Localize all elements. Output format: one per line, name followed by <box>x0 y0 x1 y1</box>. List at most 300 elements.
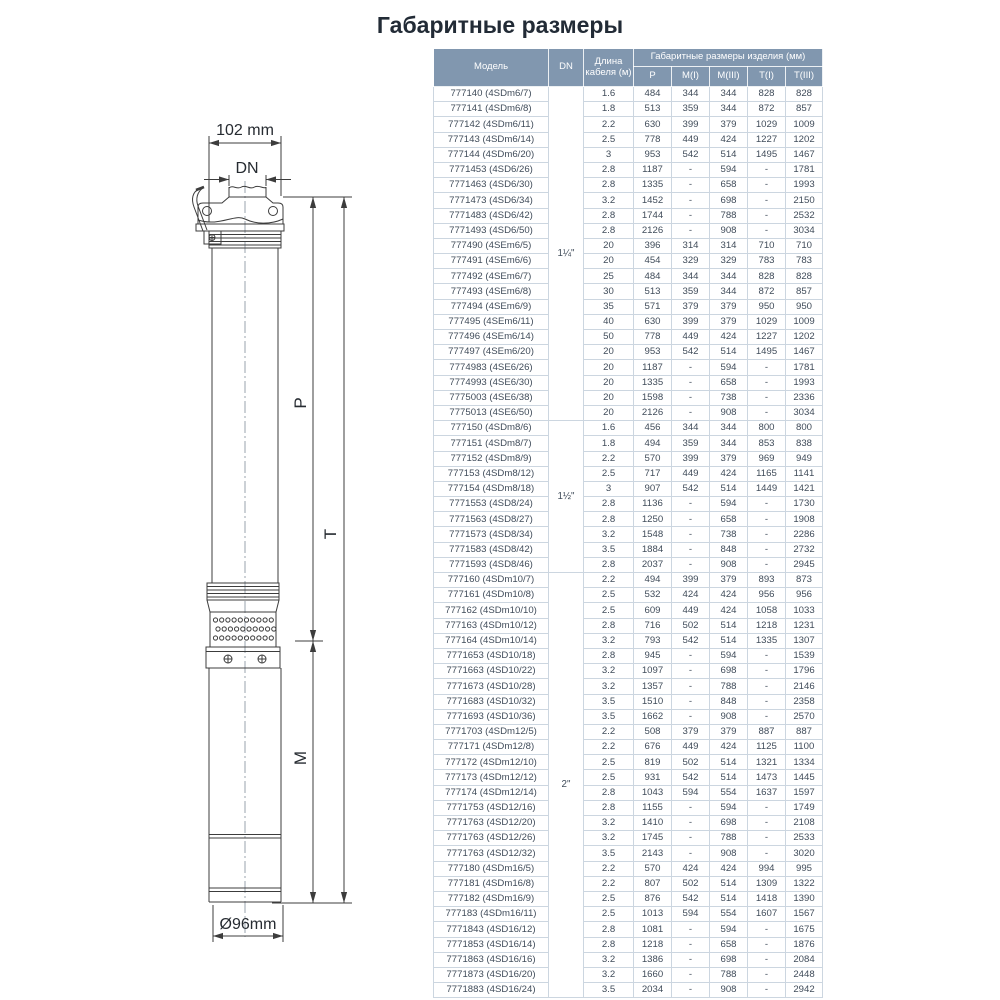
value-cell: 594 <box>710 360 748 375</box>
model-cell: 7771663 (4SD10/22) <box>434 664 549 679</box>
model-cell: 7771483 (4SD6/42) <box>434 208 549 223</box>
value-cell: 969 <box>748 451 786 466</box>
value-cell: 542 <box>672 770 710 785</box>
value-cell: 1452 <box>634 193 672 208</box>
table-row <box>434 876 823 891</box>
table-row <box>434 755 823 770</box>
value-cell: 2.5 <box>584 588 634 603</box>
value-cell: - <box>672 223 710 238</box>
strainer-hole <box>244 618 248 622</box>
model-cell: 7771853 (4SD16/14) <box>434 937 549 952</box>
value-cell: 698 <box>710 816 748 831</box>
table-row <box>434 436 823 451</box>
value-cell: 1993 <box>786 178 823 193</box>
value-cell: 514 <box>710 633 748 648</box>
value-cell: 3.2 <box>584 967 634 982</box>
value-cell: 20 <box>584 405 634 420</box>
model-cell: 7771593 (4SD8/46) <box>434 557 549 572</box>
table-row <box>434 664 823 679</box>
table-row <box>434 633 823 648</box>
value-cell: - <box>672 709 710 724</box>
value-cell: 908 <box>710 557 748 572</box>
value-cell: 2.8 <box>584 497 634 512</box>
value-cell: 3.5 <box>584 709 634 724</box>
value-cell: 1043 <box>634 785 672 800</box>
model-cell: 777172 (4SDm12/10) <box>434 755 549 770</box>
value-cell: 1227 <box>748 132 786 147</box>
value-cell: - <box>672 527 710 542</box>
model-cell: 777494 (4SEm6/9) <box>434 299 549 314</box>
col-header-m3: M(III) <box>710 67 748 87</box>
table-row <box>434 254 823 269</box>
value-cell: 424 <box>710 861 748 876</box>
value-cell: - <box>748 162 786 177</box>
value-cell: 1187 <box>634 360 672 375</box>
value-cell: - <box>748 497 786 512</box>
strainer-hole <box>257 618 261 622</box>
value-cell: 424 <box>710 466 748 481</box>
value-cell: 908 <box>710 223 748 238</box>
value-cell: 2.8 <box>584 618 634 633</box>
value-cell: 379 <box>710 299 748 314</box>
value-cell: 658 <box>710 937 748 952</box>
table-row <box>434 481 823 496</box>
value-cell: 3.2 <box>584 664 634 679</box>
value-cell: 738 <box>710 390 748 405</box>
strainer-holes <box>213 618 276 640</box>
table-row <box>434 162 823 177</box>
value-cell: 658 <box>710 512 748 527</box>
value-cell: 738 <box>710 527 748 542</box>
value-cell: 1227 <box>748 330 786 345</box>
model-cell: 777493 (4SEm6/8) <box>434 284 549 299</box>
model-cell: 777173 (4SDm12/12) <box>434 770 549 785</box>
value-cell: 1125 <box>748 740 786 755</box>
table-row <box>434 87 823 102</box>
value-cell: 40 <box>584 314 634 329</box>
value-cell: 1322 <box>786 876 823 891</box>
value-cell: 3.2 <box>584 952 634 967</box>
value-cell: 1307 <box>786 633 823 648</box>
value-cell: 424 <box>672 861 710 876</box>
value-cell: 1009 <box>786 117 823 132</box>
model-cell: 777180 (4SDm16/5) <box>434 861 549 876</box>
value-cell: 344 <box>710 421 748 436</box>
value-cell: - <box>672 983 710 998</box>
value-cell: 3.5 <box>584 846 634 861</box>
value-cell: - <box>748 694 786 709</box>
value-cell: 399 <box>672 573 710 588</box>
strainer-hole <box>247 627 251 631</box>
value-cell: 1250 <box>634 512 672 527</box>
table-row <box>434 345 823 360</box>
model-cell: 7771883 (4SD16/24) <box>434 983 549 998</box>
value-cell: 908 <box>710 983 748 998</box>
value-cell: 1141 <box>786 466 823 481</box>
value-cell: - <box>748 967 786 982</box>
table-row <box>434 891 823 906</box>
dim-diameter-label: Ø96mm <box>219 916 277 933</box>
value-cell: 857 <box>786 102 823 117</box>
value-cell: 3.2 <box>584 831 634 846</box>
table-row <box>434 816 823 831</box>
value-cell: 20 <box>584 390 634 405</box>
value-cell: 1445 <box>786 770 823 785</box>
value-cell: 2.8 <box>584 937 634 952</box>
value-cell: 3.2 <box>584 527 634 542</box>
model-cell: 7771763 (4SD12/32) <box>434 846 549 861</box>
table-row <box>434 679 823 694</box>
value-cell: 2532 <box>786 208 823 223</box>
value-cell: 887 <box>786 724 823 739</box>
value-cell: 1993 <box>786 375 823 390</box>
value-cell: 2108 <box>786 816 823 831</box>
value-cell: - <box>748 223 786 238</box>
value-cell: 3.2 <box>584 633 634 648</box>
value-cell: 1637 <box>748 785 786 800</box>
value-cell: 1495 <box>748 345 786 360</box>
value-cell: 449 <box>672 740 710 755</box>
value-cell: 379 <box>710 451 748 466</box>
value-cell: 945 <box>634 648 672 663</box>
value-cell: 1675 <box>786 922 823 937</box>
value-cell: 1662 <box>634 709 672 724</box>
value-cell: 949 <box>786 451 823 466</box>
value-cell: - <box>672 512 710 527</box>
value-cell: 3 <box>584 147 634 162</box>
value-cell: - <box>672 542 710 557</box>
strainer-hole <box>213 636 217 640</box>
value-cell: 828 <box>786 269 823 284</box>
value-cell: 1473 <box>748 770 786 785</box>
value-cell: 494 <box>634 436 672 451</box>
value-cell: 1335 <box>748 633 786 648</box>
value-cell: 513 <box>634 284 672 299</box>
value-cell: 1908 <box>786 512 823 527</box>
value-cell: - <box>672 664 710 679</box>
value-cell: 950 <box>786 299 823 314</box>
strainer-hole <box>220 636 224 640</box>
value-cell: 716 <box>634 618 672 633</box>
value-cell: 1418 <box>748 891 786 906</box>
value-cell: 953 <box>634 147 672 162</box>
value-cell: 853 <box>748 436 786 451</box>
model-cell: 7771563 (4SD8/27) <box>434 512 549 527</box>
page-title: Габаритные размеры <box>376 12 624 38</box>
value-cell: 2034 <box>634 983 672 998</box>
value-cell: - <box>672 846 710 861</box>
table-row <box>434 330 823 345</box>
table-row <box>434 299 823 314</box>
value-cell: - <box>748 816 786 831</box>
value-cell: 1660 <box>634 967 672 982</box>
strainer-hole <box>266 627 270 631</box>
extension-lines <box>272 197 352 903</box>
value-cell: 609 <box>634 603 672 618</box>
model-cell: 777142 (4SDm6/11) <box>434 117 549 132</box>
value-cell: 3.2 <box>584 193 634 208</box>
strainer-hole <box>259 627 263 631</box>
model-cell: 777163 (4SDm10/12) <box>434 618 549 633</box>
value-cell: 344 <box>672 269 710 284</box>
model-cell: 777164 (4SDm10/14) <box>434 633 549 648</box>
value-cell: 1029 <box>748 117 786 132</box>
value-cell: - <box>672 648 710 663</box>
value-cell: 857 <box>786 284 823 299</box>
value-cell: 554 <box>710 907 748 922</box>
strainer-hole <box>251 636 255 640</box>
value-cell: - <box>672 405 710 420</box>
value-cell: 554 <box>710 785 748 800</box>
table-row <box>434 740 823 755</box>
value-cell: 1231 <box>786 618 823 633</box>
value-cell: 379 <box>710 117 748 132</box>
value-cell: 2.8 <box>584 648 634 663</box>
value-cell: 2.8 <box>584 800 634 815</box>
value-cell: 424 <box>710 588 748 603</box>
table-row <box>434 223 823 238</box>
strainer-hole <box>253 627 257 631</box>
table-row <box>434 922 823 937</box>
value-cell: 542 <box>672 345 710 360</box>
value-cell: 1539 <box>786 648 823 663</box>
value-cell: - <box>748 937 786 952</box>
strainer-hole <box>226 618 230 622</box>
value-cell: 872 <box>748 284 786 299</box>
value-cell: - <box>748 922 786 937</box>
value-cell: 953 <box>634 345 672 360</box>
table-row <box>434 846 823 861</box>
dimension-t <box>321 197 347 903</box>
value-cell: - <box>748 557 786 572</box>
dimension-diameter <box>213 905 283 942</box>
strainer-hole <box>238 636 242 640</box>
value-cell: 2.2 <box>584 876 634 891</box>
value-cell: 1009 <box>786 314 823 329</box>
value-cell: 2.8 <box>584 223 634 238</box>
value-cell: 359 <box>672 102 710 117</box>
value-cell: - <box>672 694 710 709</box>
col-header-dn: DN <box>549 49 584 87</box>
value-cell: 513 <box>634 102 672 117</box>
value-cell: 542 <box>672 481 710 496</box>
value-cell: 3 <box>584 481 634 496</box>
value-cell: 931 <box>634 770 672 785</box>
model-cell: 777496 (4SEm6/14) <box>434 330 549 345</box>
value-cell: 50 <box>584 330 634 345</box>
value-cell: 2.8 <box>584 178 634 193</box>
value-cell: - <box>672 375 710 390</box>
value-cell: - <box>748 983 786 998</box>
strainer-hole <box>269 636 273 640</box>
table-row <box>434 497 823 512</box>
table-row <box>434 831 823 846</box>
value-cell: 1.8 <box>584 436 634 451</box>
table-row <box>434 800 823 815</box>
value-cell: - <box>748 405 786 420</box>
value-cell: 359 <box>672 436 710 451</box>
col-header-p: P <box>634 67 672 87</box>
dimension-dn <box>204 160 291 186</box>
strainer-hole <box>263 618 267 622</box>
value-cell: 502 <box>672 755 710 770</box>
value-cell: 3.2 <box>584 816 634 831</box>
value-cell: 873 <box>786 573 823 588</box>
table-row <box>434 466 823 481</box>
table-row <box>434 269 823 284</box>
value-cell: 793 <box>634 633 672 648</box>
value-cell: 1449 <box>748 481 786 496</box>
value-cell: 819 <box>634 755 672 770</box>
value-cell: - <box>672 679 710 694</box>
value-cell: 1796 <box>786 664 823 679</box>
value-cell: 594 <box>672 785 710 800</box>
value-cell: 1081 <box>634 922 672 937</box>
table-row <box>434 284 823 299</box>
value-cell: 594 <box>710 648 748 663</box>
value-cell: - <box>748 664 786 679</box>
value-cell: 20 <box>584 375 634 390</box>
strainer-hole <box>226 636 230 640</box>
model-cell: 7771653 (4SD10/18) <box>434 648 549 663</box>
strainer-hole <box>238 618 242 622</box>
dn-cell: 1¼" <box>549 87 584 421</box>
value-cell: 907 <box>634 481 672 496</box>
value-cell: 2146 <box>786 679 823 694</box>
value-cell: 571 <box>634 299 672 314</box>
value-cell: 1467 <box>786 345 823 360</box>
upper-rib-band <box>209 231 281 248</box>
value-cell: 2.5 <box>584 603 634 618</box>
value-cell: - <box>672 967 710 982</box>
table-row <box>434 132 823 147</box>
value-cell: 2084 <box>786 952 823 967</box>
model-cell: 777491 (4SEm6/6) <box>434 254 549 269</box>
value-cell: 344 <box>672 87 710 102</box>
value-cell: 379 <box>710 724 748 739</box>
value-cell: 570 <box>634 451 672 466</box>
table-row <box>434 117 823 132</box>
strainer-hole <box>232 636 236 640</box>
value-cell: - <box>672 178 710 193</box>
value-cell: - <box>748 709 786 724</box>
value-cell: 828 <box>748 87 786 102</box>
model-cell: 7774993 (4SE6/30) <box>434 375 549 390</box>
value-cell: 1781 <box>786 360 823 375</box>
dim-dn-label: DN <box>235 160 259 177</box>
value-cell: 594 <box>710 497 748 512</box>
table-row <box>434 375 823 390</box>
model-cell: 7771553 (4SD8/24) <box>434 497 549 512</box>
value-cell: 2570 <box>786 709 823 724</box>
value-cell: 956 <box>786 588 823 603</box>
value-cell: 1033 <box>786 603 823 618</box>
value-cell: 1058 <box>748 603 786 618</box>
value-cell: 1309 <box>748 876 786 891</box>
model-cell: 777182 (4SDm16/9) <box>434 891 549 906</box>
model-cell: 7771493 (4SD6/50) <box>434 223 549 238</box>
model-cell: 7771473 (4SD6/34) <box>434 193 549 208</box>
value-cell: 514 <box>710 876 748 891</box>
strainer-hole <box>235 627 239 631</box>
table-row <box>434 573 823 588</box>
value-cell: 1386 <box>634 952 672 967</box>
model-cell: 777150 (4SDm8/6) <box>434 421 549 436</box>
value-cell: 2.8 <box>584 512 634 527</box>
strainer-hole <box>216 627 220 631</box>
table-row <box>434 983 823 998</box>
value-cell: 893 <box>748 573 786 588</box>
dim-m-label: M <box>291 750 310 766</box>
table-row <box>434 588 823 603</box>
value-cell: 1730 <box>786 497 823 512</box>
value-cell: 2942 <box>786 983 823 998</box>
table-row <box>434 178 823 193</box>
value-cell: 848 <box>710 694 748 709</box>
value-cell: 344 <box>710 102 748 117</box>
value-cell: 2.5 <box>584 466 634 481</box>
value-cell: 2.2 <box>584 724 634 739</box>
value-cell: 828 <box>786 87 823 102</box>
value-cell: 424 <box>710 330 748 345</box>
value-cell: 2.2 <box>584 117 634 132</box>
table-row <box>434 618 823 633</box>
value-cell: 908 <box>710 405 748 420</box>
model-cell: 7775013 (4SE6/50) <box>434 405 549 420</box>
value-cell: 908 <box>710 846 748 861</box>
value-cell: 514 <box>710 345 748 360</box>
value-cell: 1607 <box>748 907 786 922</box>
table-row <box>434 314 823 329</box>
model-cell: 7771583 (4SD8/42) <box>434 542 549 557</box>
value-cell: 1884 <box>634 542 672 557</box>
value-cell: - <box>672 937 710 952</box>
value-cell: - <box>672 831 710 846</box>
table-row <box>434 937 823 952</box>
value-cell: 710 <box>786 238 823 253</box>
value-cell: - <box>748 208 786 223</box>
value-cell: 329 <box>710 254 748 269</box>
value-cell: 876 <box>634 891 672 906</box>
value-cell: 2.8 <box>584 162 634 177</box>
value-cell: 838 <box>786 436 823 451</box>
value-cell: - <box>748 648 786 663</box>
value-cell: 1218 <box>748 618 786 633</box>
value-cell: 1390 <box>786 891 823 906</box>
value-cell: 502 <box>672 876 710 891</box>
model-cell: 7771673 (4SD10/28) <box>434 679 549 694</box>
model-cell: 777140 (4SDm6/7) <box>434 87 549 102</box>
value-cell: 2.2 <box>584 740 634 755</box>
value-cell: 710 <box>748 238 786 253</box>
model-cell: 7771693 (4SD10/36) <box>434 709 549 724</box>
value-cell: 1.8 <box>584 102 634 117</box>
value-cell: 2126 <box>634 223 672 238</box>
value-cell: - <box>748 360 786 375</box>
table-row <box>434 603 823 618</box>
value-cell: 35 <box>584 299 634 314</box>
value-cell: 698 <box>710 193 748 208</box>
value-cell: 698 <box>710 952 748 967</box>
dim-t-label: T <box>321 528 340 540</box>
value-cell: 514 <box>710 618 748 633</box>
model-cell: 777141 (4SDm6/8) <box>434 102 549 117</box>
value-cell: 344 <box>710 87 748 102</box>
strainer-hole <box>241 627 245 631</box>
value-cell: 542 <box>672 147 710 162</box>
model-cell: 777161 (4SDm10/8) <box>434 588 549 603</box>
value-cell: 908 <box>710 709 748 724</box>
